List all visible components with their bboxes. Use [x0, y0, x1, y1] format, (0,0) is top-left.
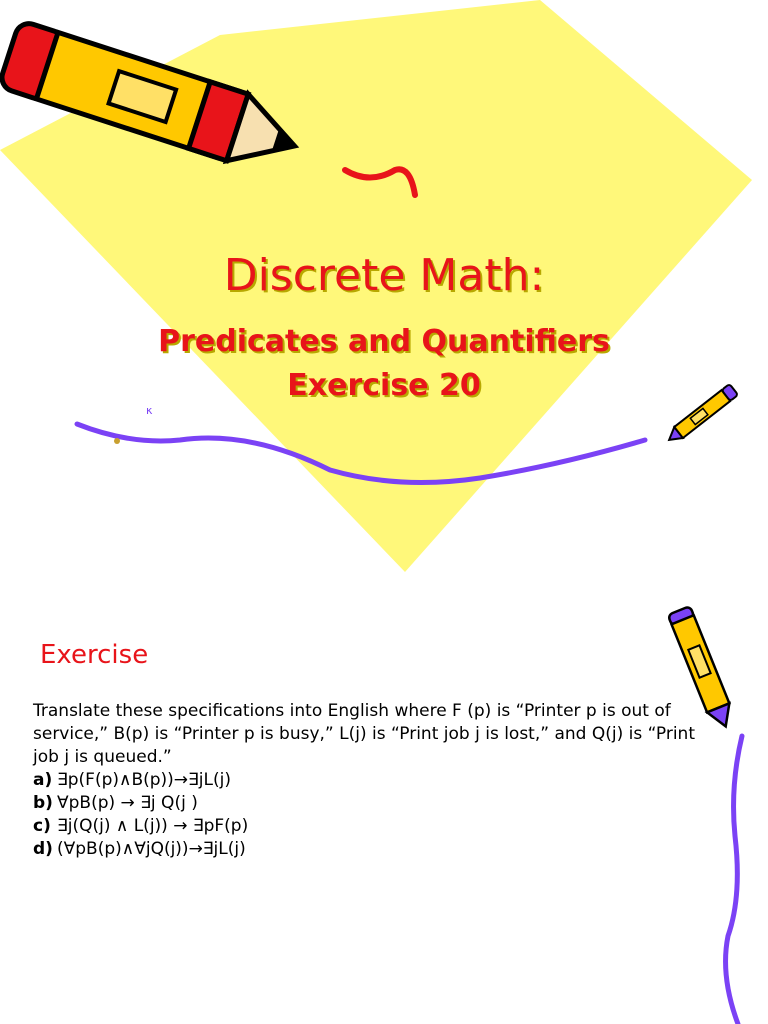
exercise-heading: Exercise	[40, 640, 149, 670]
item-formula: ∀pB(p) → ∃j Q(j )	[57, 793, 198, 813]
page-subtitle	[0, 320, 768, 408]
exercise-intro: Translate these specifications into English where F (p) is “Printer p is out of service,” B(p) is “Printer p is busy,” L(j) is “Print job j is lost,” and Q(j) is “Print job j is queued.”	[33, 701, 695, 767]
page-title: Discrete Math:	[223, 250, 545, 301]
subtitle-line-2: Exercise 20	[287, 368, 481, 403]
item-label: c)	[33, 816, 51, 836]
list-item	[33, 815, 723, 838]
small-bullet-mark	[114, 438, 120, 444]
list-item	[33, 838, 723, 861]
purple-wave-vertical	[726, 736, 742, 1024]
subtitle-line-1: Predicates and Quantifiers	[158, 324, 610, 359]
item-label: a)	[33, 770, 53, 790]
exercise-body	[33, 700, 723, 861]
small-purple-mark: κ	[146, 404, 153, 417]
exercise-list	[33, 769, 723, 861]
item-formula: ∃j(Q(j) ∧ L(j)) → ∃pF(p)	[57, 816, 249, 836]
item-formula: ∃p(F(p)∧B(p))→∃jL(j)	[57, 770, 231, 790]
list-item	[33, 792, 723, 815]
item-label: b)	[33, 793, 53, 813]
item-formula: (∀pB(p)∧∀jQ(j))→∃jL(j)	[57, 839, 246, 859]
item-label: d)	[33, 839, 53, 859]
exercise-slide	[0, 576, 768, 1024]
list-item	[33, 769, 723, 792]
